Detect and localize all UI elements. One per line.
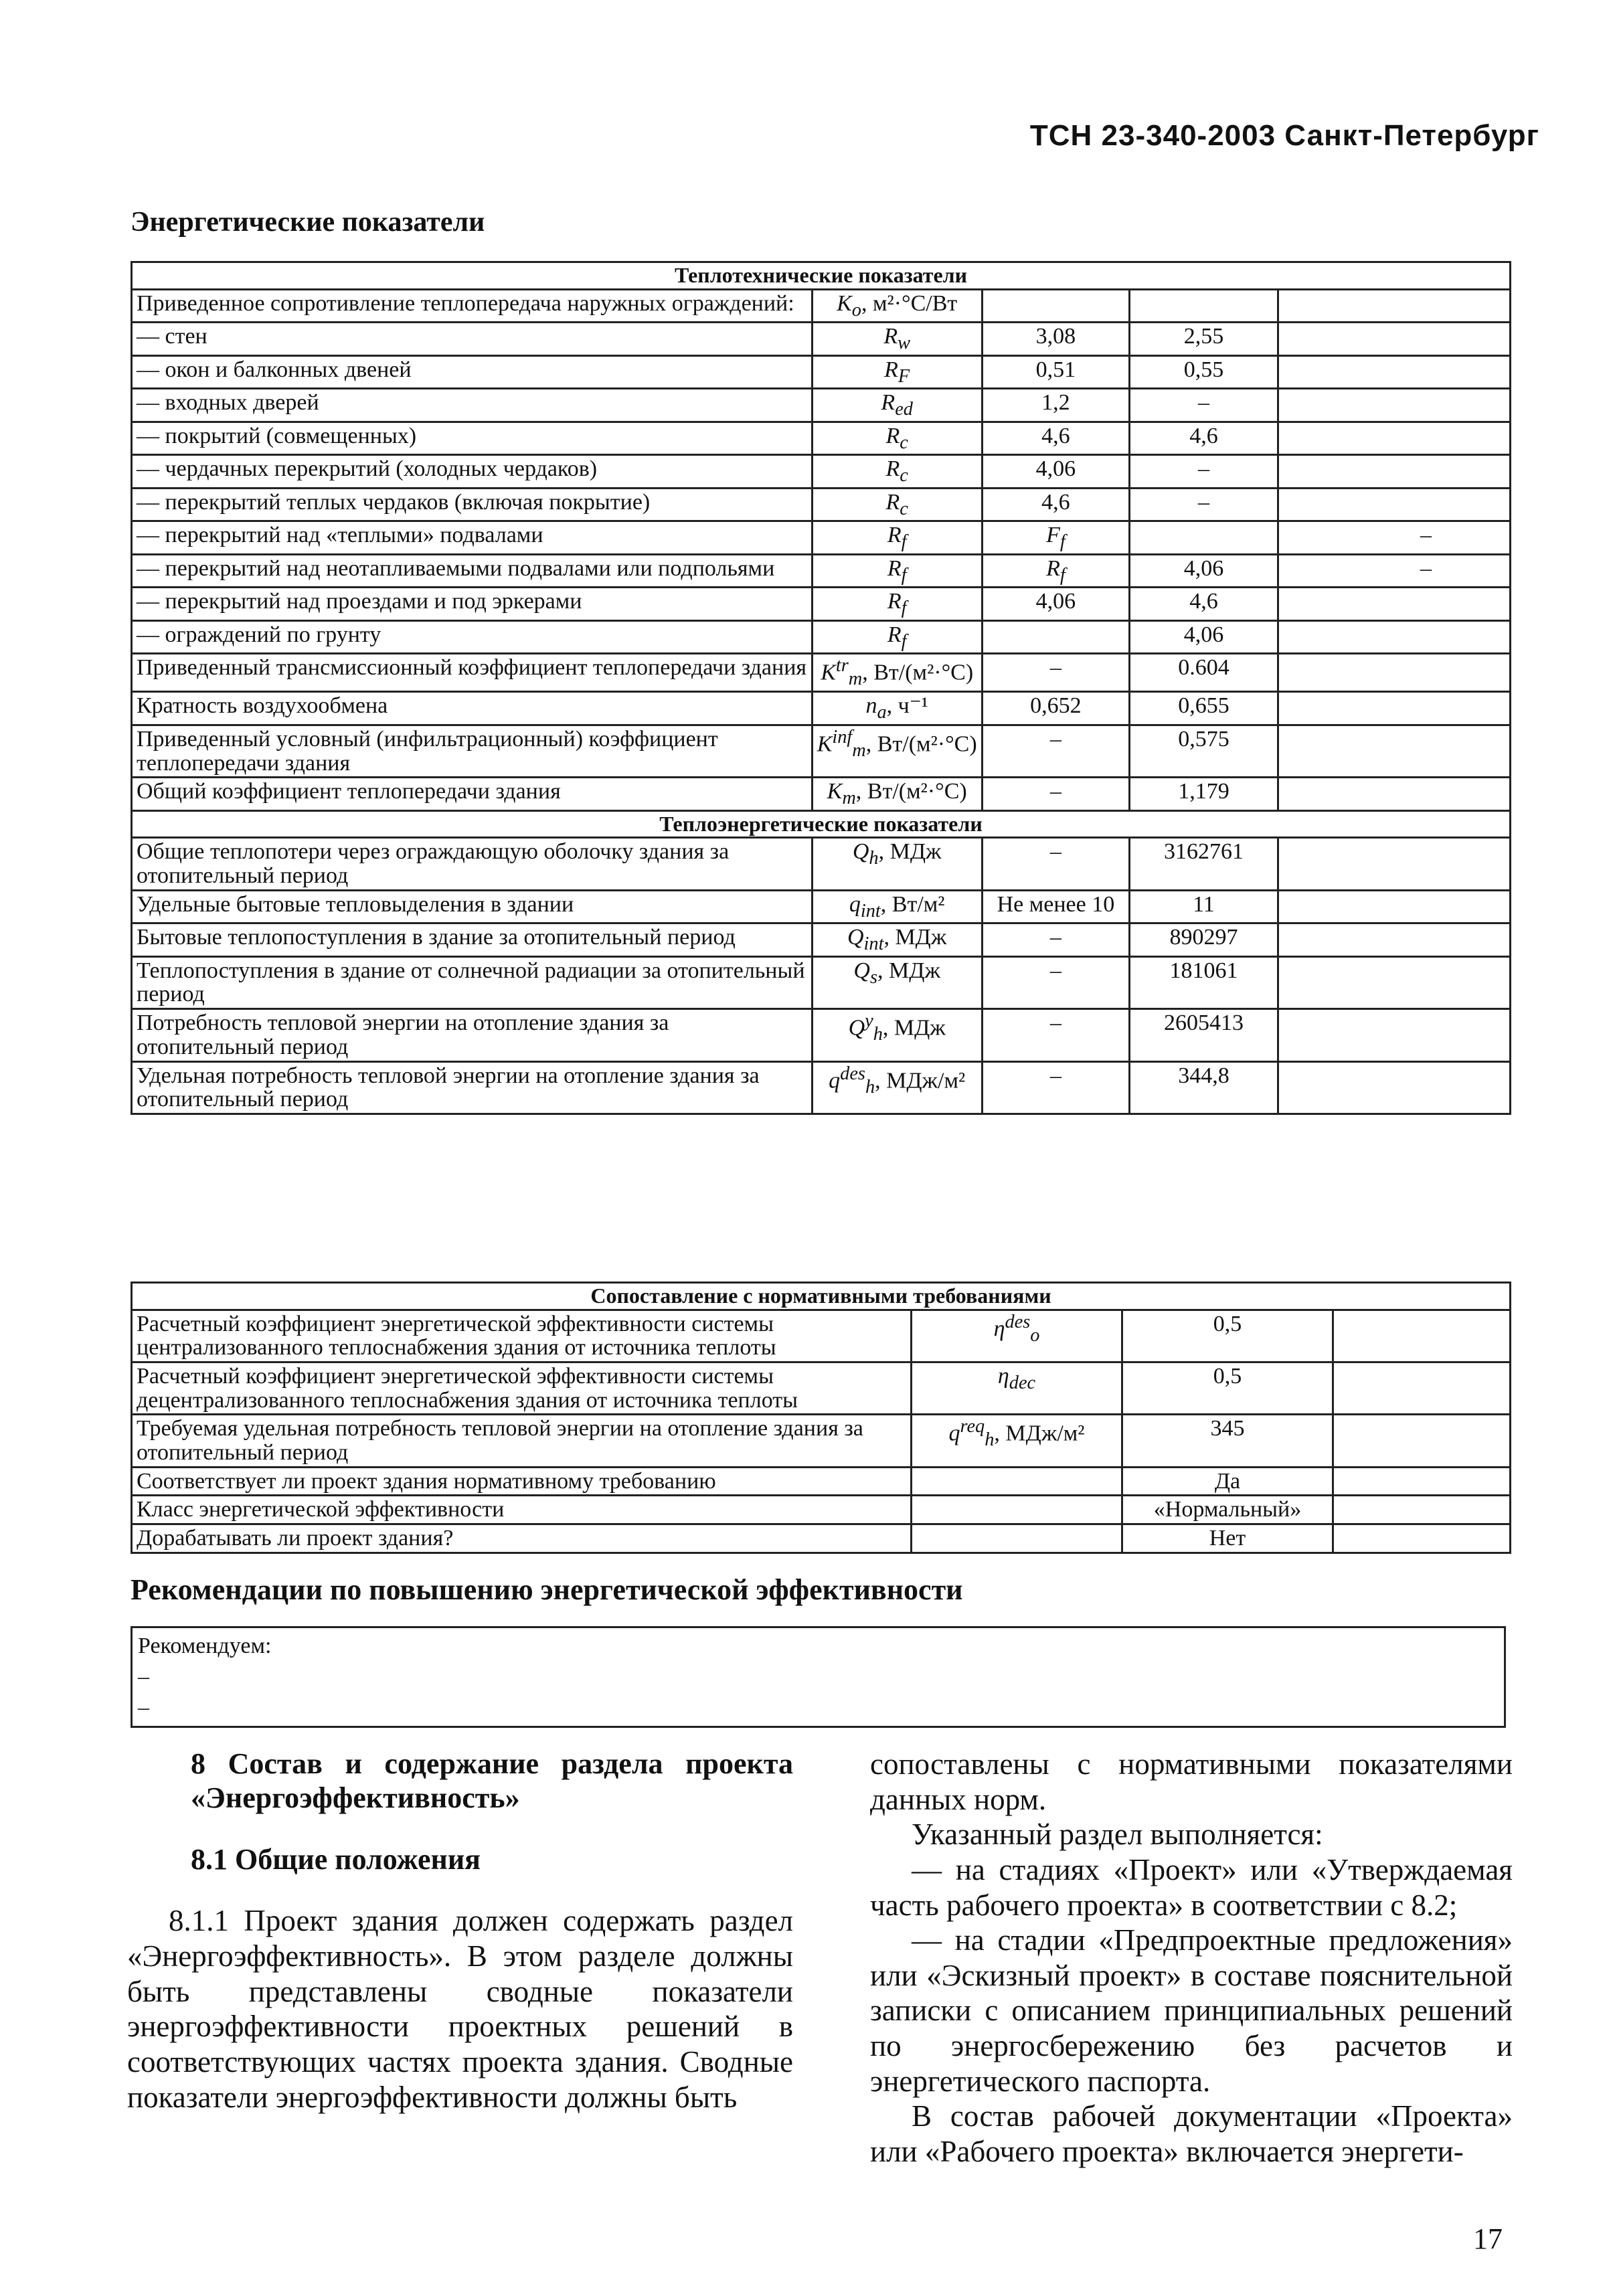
row-symbol: $R_c$ — [812, 422, 982, 455]
row-value: Да — [1122, 1467, 1333, 1496]
chapter-heading: 8 Состав и содержание раздела проекта «Энергоэффективность» — [191, 1747, 793, 1815]
row-value-actual — [1333, 1496, 1511, 1524]
row-value-actual — [1333, 1415, 1511, 1467]
row-value-design: 2,55 — [1130, 323, 1278, 356]
row-value-norm: $F_f$ — [982, 521, 1129, 555]
row-value-actual — [1278, 1061, 1510, 1114]
row-value-norm: 4,6 — [982, 488, 1129, 521]
table-row — [132, 778, 1511, 811]
row-symbol — [912, 1524, 1122, 1553]
row-value: «Нормальный» — [1122, 1496, 1333, 1524]
row-value-design: – — [1130, 455, 1278, 489]
row-value-actual — [1278, 588, 1510, 621]
row-symbol: $R_f$ — [812, 554, 982, 588]
row-description: Теплопоступления в здание от солнечной радиации за отопительный период — [132, 956, 813, 1008]
row-value-actual — [1333, 1524, 1511, 1553]
row-description: Кратность воздухообмена — [132, 692, 813, 725]
row-symbol — [912, 1467, 1122, 1496]
row-value-design: 344,8 — [1130, 1061, 1278, 1114]
row-value-norm: 1,2 — [982, 389, 1129, 422]
row-description: Удельная потребность тепловой энергии на отопление здания за отопительный период — [132, 1061, 813, 1114]
rec-line: – — [138, 1694, 149, 1720]
row-value-norm: – — [982, 778, 1129, 811]
row-description: Потребность тепловой энергии на отопление здания за отопительный период — [132, 1009, 813, 1061]
row-value-design: 11 — [1130, 890, 1278, 923]
row-value-design: 890297 — [1130, 923, 1278, 957]
rec-line: – — [138, 1664, 149, 1689]
row-description: Удельные бытовые тепловыделения в здании — [132, 890, 813, 923]
table-row — [132, 692, 1511, 725]
row-value-norm: 4,06 — [982, 455, 1129, 489]
row-value: 345 — [1122, 1415, 1333, 1467]
row-description: Требуемая удельная потребность тепловой энергии на отопление здания за отопительный период — [132, 1415, 912, 1467]
row-description: Бытовые теплопоступления в здание за отопительный период — [132, 923, 813, 957]
table-row — [132, 1415, 1511, 1467]
row-description: — перекрытий над проездами и под эркерами — [132, 588, 813, 621]
paragraph: Указанный раздел выполняется: — [912, 1818, 1323, 1852]
rec-line: Рекомендуем: — [138, 1633, 272, 1658]
row-description: Дорабатывать ли проект здания? — [132, 1524, 912, 1553]
row-value-norm: – — [982, 725, 1129, 777]
row-value-design: 3162761 — [1130, 838, 1278, 890]
row-description: Общие теплопотери через ограждающую оболочку здания за отопительный период — [132, 838, 813, 890]
table-row — [132, 1467, 1511, 1496]
row-symbol: $n_a$, ч⁻¹ — [812, 692, 982, 725]
row-value-norm: Не менее 10 — [982, 890, 1129, 923]
row-value-actual — [1278, 289, 1510, 323]
row-description: Расчетный коэффициент энергетической эффективности системы децентрализованного теплоснабжения здания от источника теплоты — [132, 1362, 912, 1414]
row-value-design: 0.604 — [1130, 654, 1278, 692]
row-symbol: $Q_{int}$, МДж — [812, 923, 982, 957]
row-value-design: 4,06 — [1130, 554, 1278, 588]
comparison-table — [131, 1282, 1511, 1554]
row-symbol: $q^{req}_h$, МДж/м² — [912, 1415, 1122, 1467]
table-section-title: Теплоэнергетические показатели — [132, 810, 1511, 838]
row-value-design: 0,655 — [1130, 692, 1278, 725]
row-value-design: – — [1130, 488, 1278, 521]
row-symbol: $q^{des}_h$, МДж/м² — [812, 1061, 982, 1114]
table-row — [132, 389, 1511, 422]
row-value-design — [1130, 521, 1278, 555]
table-row — [132, 588, 1511, 621]
paragraph: В состав рабочей документации «Проекта» или «Рабочего проекта» включается энергети- — [870, 2099, 1513, 2169]
row-value-design: 0,55 — [1130, 355, 1278, 389]
row-value-actual — [1333, 1362, 1511, 1414]
row-value-design: 0,575 — [1130, 725, 1278, 777]
row-value-actual — [1333, 1310, 1511, 1362]
row-description: Класс энергетической эффективности — [132, 1496, 912, 1524]
row-description: Соответствует ли проект здания нормативному требованию — [132, 1467, 912, 1496]
table-row — [132, 1524, 1511, 1553]
row-symbol: $R_F$ — [812, 355, 982, 389]
table-section-title: Сопоставление с нормативными требованиями — [132, 1283, 1511, 1310]
table-row — [132, 554, 1511, 588]
paragraph: — на стадиях «Проект» или «Утверждаемая часть рабочего проекта» в соответствии с 8.2; — [870, 1852, 1513, 1922]
row-symbol: $K^{tr}_m$, Вт/(м²·°С) — [812, 654, 982, 692]
row-description: Общий коэффициент теплопередачи здания — [132, 778, 813, 811]
row-value-actual — [1278, 1009, 1510, 1061]
table-row — [132, 956, 1511, 1008]
row-symbol: $Q_h$, МДж — [812, 838, 982, 890]
row-symbol: $R_c$ — [812, 488, 982, 521]
row-value-actual — [1278, 838, 1510, 890]
row-value-design: 4,6 — [1130, 422, 1278, 455]
row-value-norm: 4,6 — [982, 422, 1129, 455]
row-value-norm — [982, 620, 1129, 654]
row-value-actual — [1278, 956, 1510, 1008]
row-value-design: – — [1130, 389, 1278, 422]
paragraph: 8.1.1 Проект здания должен содержать раздел «Энергоэффективность». В этом разделе должны быть представлены сводные показатели энергоэффективности проектных решений в соответствующих частях проекта здания. Сводные показатели энергоэффективности должны быть — [127, 1904, 793, 2114]
row-value-actual — [1278, 620, 1510, 654]
table-row — [132, 355, 1511, 389]
row-value-norm: – — [982, 923, 1129, 957]
row-symbol: $R_w$ — [812, 323, 982, 356]
table-row — [132, 1310, 1511, 1362]
table-row — [132, 488, 1511, 521]
row-symbol: $R_f$ — [812, 521, 982, 555]
table-row — [132, 455, 1511, 489]
row-value-norm: – — [982, 654, 1129, 692]
row-value-norm: – — [982, 838, 1129, 890]
row-symbol: $Q^y_h$, МДж — [812, 1009, 982, 1061]
row-value-design: 2605413 — [1130, 1009, 1278, 1061]
row-symbol: $K_m$, Вт/(м²·°С) — [812, 778, 982, 811]
table-row — [132, 1009, 1511, 1061]
page-number: 17 — [1473, 2222, 1503, 2255]
row-value-actual: – — [1278, 554, 1510, 588]
table-row — [132, 620, 1511, 654]
row-value-norm: 0,51 — [982, 355, 1129, 389]
table-row — [132, 422, 1511, 455]
right-column — [870, 1747, 1513, 2170]
row-value-actual — [1278, 389, 1510, 422]
row-description: — чердачных перекрытий (холодных чердаков) — [132, 455, 813, 489]
row-symbol: $q_{int}$, Вт/м² — [812, 890, 982, 923]
table-row — [132, 838, 1511, 890]
row-value-norm: – — [982, 956, 1129, 1008]
row-value-actual — [1278, 323, 1510, 356]
row-description: — перекрытий над «теплыми» подвалами — [132, 521, 813, 555]
row-value-actual — [1278, 923, 1510, 957]
row-symbol: $R_c$ — [812, 455, 982, 489]
table-row — [132, 1061, 1511, 1114]
row-value-design — [1130, 289, 1278, 323]
row-value-norm: 3,08 — [982, 323, 1129, 356]
row-value-design: 181061 — [1130, 956, 1278, 1008]
row-value-actual — [1333, 1467, 1511, 1496]
recommendations-box — [131, 1626, 1506, 1728]
row-description: — перекрытий теплых чердаков (включая покрытие) — [132, 488, 813, 521]
table-row — [132, 923, 1511, 957]
row-symbol: $\eta^{des}_o$ — [912, 1310, 1122, 1362]
row-symbol: $R_f$ — [812, 588, 982, 621]
row-value: Нет — [1122, 1524, 1333, 1553]
row-value-actual — [1278, 422, 1510, 455]
document-code: ТСН 23-340-2003 Санкт-Петербург — [1029, 119, 1539, 152]
row-symbol: $R_f$ — [812, 620, 982, 654]
table-row — [132, 1362, 1511, 1414]
section-title: Энергетические показатели — [131, 207, 485, 238]
row-value: 0,5 — [1122, 1362, 1333, 1414]
table-row — [132, 289, 1511, 323]
row-value-norm: – — [982, 1009, 1129, 1061]
row-value-norm: 0,652 — [982, 692, 1129, 725]
row-value-design: 1,179 — [1130, 778, 1278, 811]
row-description: Приведенное сопротивление теплопередача наружных ограждений: — [132, 289, 813, 323]
row-symbol: $R_{ed}$ — [812, 389, 982, 422]
row-value-norm: $R_f$ — [982, 554, 1129, 588]
indicators-table — [131, 261, 1511, 1115]
row-value-norm — [982, 289, 1129, 323]
row-description: — перекрытий над неотапливаемыми подвалами или подпольями — [132, 554, 813, 588]
row-value-actual — [1278, 692, 1510, 725]
row-description: — входных дверей — [132, 389, 813, 422]
row-description: — стен — [132, 323, 813, 356]
row-description: Расчетный коэффициент энергетической эффективности системы централизованного теплоснабжения здания от источника теплоты — [132, 1310, 912, 1362]
row-value-actual — [1278, 725, 1510, 777]
row-description: — покрытий (совмещенных) — [132, 422, 813, 455]
row-symbol: $K^{inf}_m$, Вт/(м²·°С) — [812, 725, 982, 777]
left-column — [127, 1747, 793, 2115]
table-row — [132, 521, 1511, 555]
row-description: — ограждений по грунту — [132, 620, 813, 654]
row-description: Приведенный трансмиссионный коэффициент теплопередачи здания — [132, 654, 813, 692]
row-value-design: 4,6 — [1130, 588, 1278, 621]
table-row — [132, 890, 1511, 923]
row-value-actual — [1278, 355, 1510, 389]
row-value-actual: – — [1278, 521, 1510, 555]
table-row — [132, 654, 1511, 692]
row-value-design: 4,06 — [1130, 620, 1278, 654]
row-symbol: $\eta_{dec}$ — [912, 1362, 1122, 1414]
row-value-actual — [1278, 488, 1510, 521]
subsection-heading: 8.1 Общие положения — [191, 1842, 481, 1876]
row-value-norm: 4,06 — [982, 588, 1129, 621]
table-row — [132, 323, 1511, 356]
paragraph: — на стадии «Предпроектные предложения» или «Эскизный проект» в составе пояснительной записки с описанием принципиальных решений по энергосбережению без расчетов и энергетического паспорта. — [870, 1923, 1513, 2098]
recommendations-title: Рекомендации по повышению энергетической эффективности — [131, 1573, 963, 1606]
row-value-actual — [1278, 778, 1510, 811]
row-value: 0,5 — [1122, 1310, 1333, 1362]
row-value-actual — [1278, 455, 1510, 489]
row-value-actual — [1278, 654, 1510, 692]
row-symbol: $Q_s$, МДж — [812, 956, 982, 1008]
paragraph: сопоставлены с нормативными показателями данных норм. — [870, 1747, 1513, 1816]
row-description: Приведенный условный (инфильтрационный) коэффициент теплопередачи здания — [132, 725, 813, 777]
table-row — [132, 725, 1511, 777]
table-section-title: Теплотехнические показатели — [132, 262, 1511, 290]
table-row — [132, 1496, 1511, 1524]
row-description: — окон и балконных двеней — [132, 355, 813, 389]
row-value-actual — [1278, 890, 1510, 923]
row-value-norm: – — [982, 1061, 1129, 1114]
row-symbol — [912, 1496, 1122, 1524]
row-symbol: $K_o$, м²·°С/Вт — [812, 289, 982, 323]
